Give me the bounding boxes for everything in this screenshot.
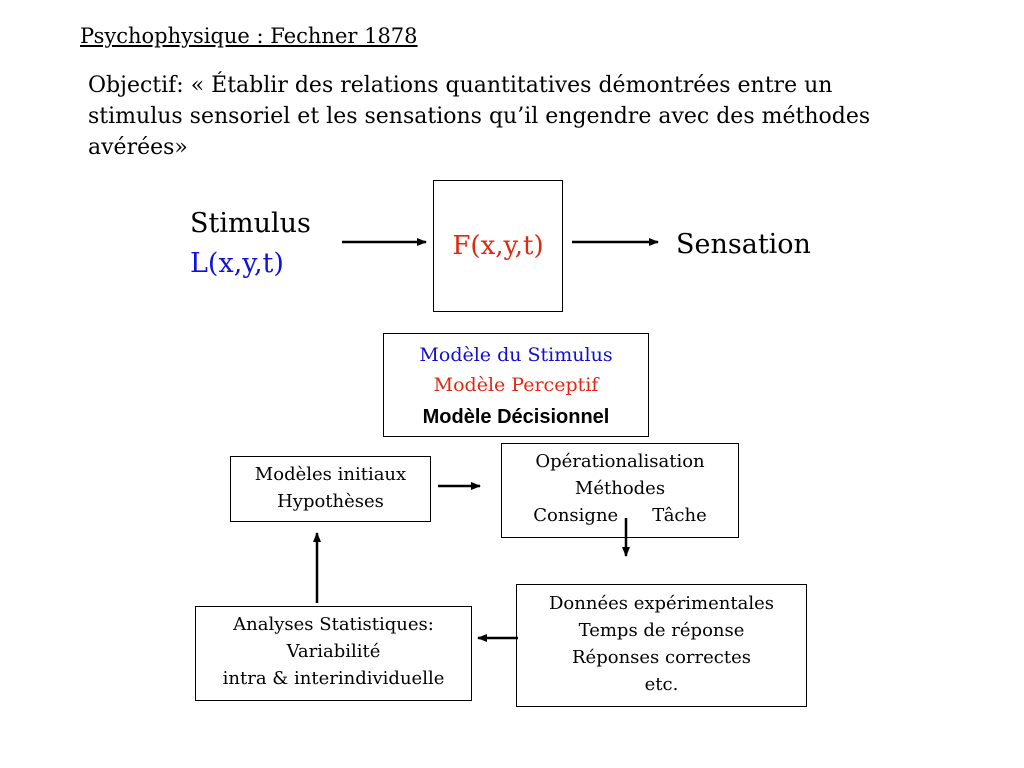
page-title: Psychophysique : Fechner 1878 xyxy=(80,24,418,48)
analysis-line-1: Analyses Statistiques: xyxy=(233,614,434,635)
methods-line: Méthodes xyxy=(574,478,666,499)
function-label: F(x,y,t) xyxy=(452,231,544,261)
initial-models-line: Modèles initiaux xyxy=(254,464,407,485)
data-line-2: Temps de réponse xyxy=(578,620,745,641)
decisional-model: Modèle Décisionnel xyxy=(422,406,610,428)
objective-text: Objectif: « Établir des relations quantitatives démontrées entre un stimulus sensoriel et les sensations qu’il engendre avec des méthodes avérées» xyxy=(88,73,871,160)
stimulus-label: Stimulus xyxy=(190,208,311,239)
analysis-line-2: Variabilité xyxy=(286,641,381,662)
data-line-3: Réponses correctes xyxy=(572,647,751,668)
stimulus-function: L(x,y,t) xyxy=(190,248,284,279)
operationalization-box xyxy=(501,443,739,538)
data-line-4: etc. xyxy=(644,674,679,695)
experimental-data-box xyxy=(516,584,807,707)
task-label: Tâche xyxy=(652,505,707,526)
analysis-line-3: intra & interindividuelle xyxy=(222,668,445,689)
data-line-1: Données expérimentales xyxy=(549,593,774,614)
perceptual-model: Modèle Perceptif xyxy=(433,374,599,396)
sensation-label: Sensation xyxy=(676,229,811,260)
instruction-label: Consigne xyxy=(533,505,619,526)
initial-models-box xyxy=(230,456,431,522)
hypotheses-line: Hypothèses xyxy=(277,491,384,512)
stimulus-model: Modèle du Stimulus xyxy=(419,344,613,366)
operationalization-title: Opérationalisation xyxy=(535,451,705,472)
function-box xyxy=(433,180,563,312)
models-box xyxy=(383,333,649,437)
statistical-analysis-box xyxy=(195,606,472,701)
